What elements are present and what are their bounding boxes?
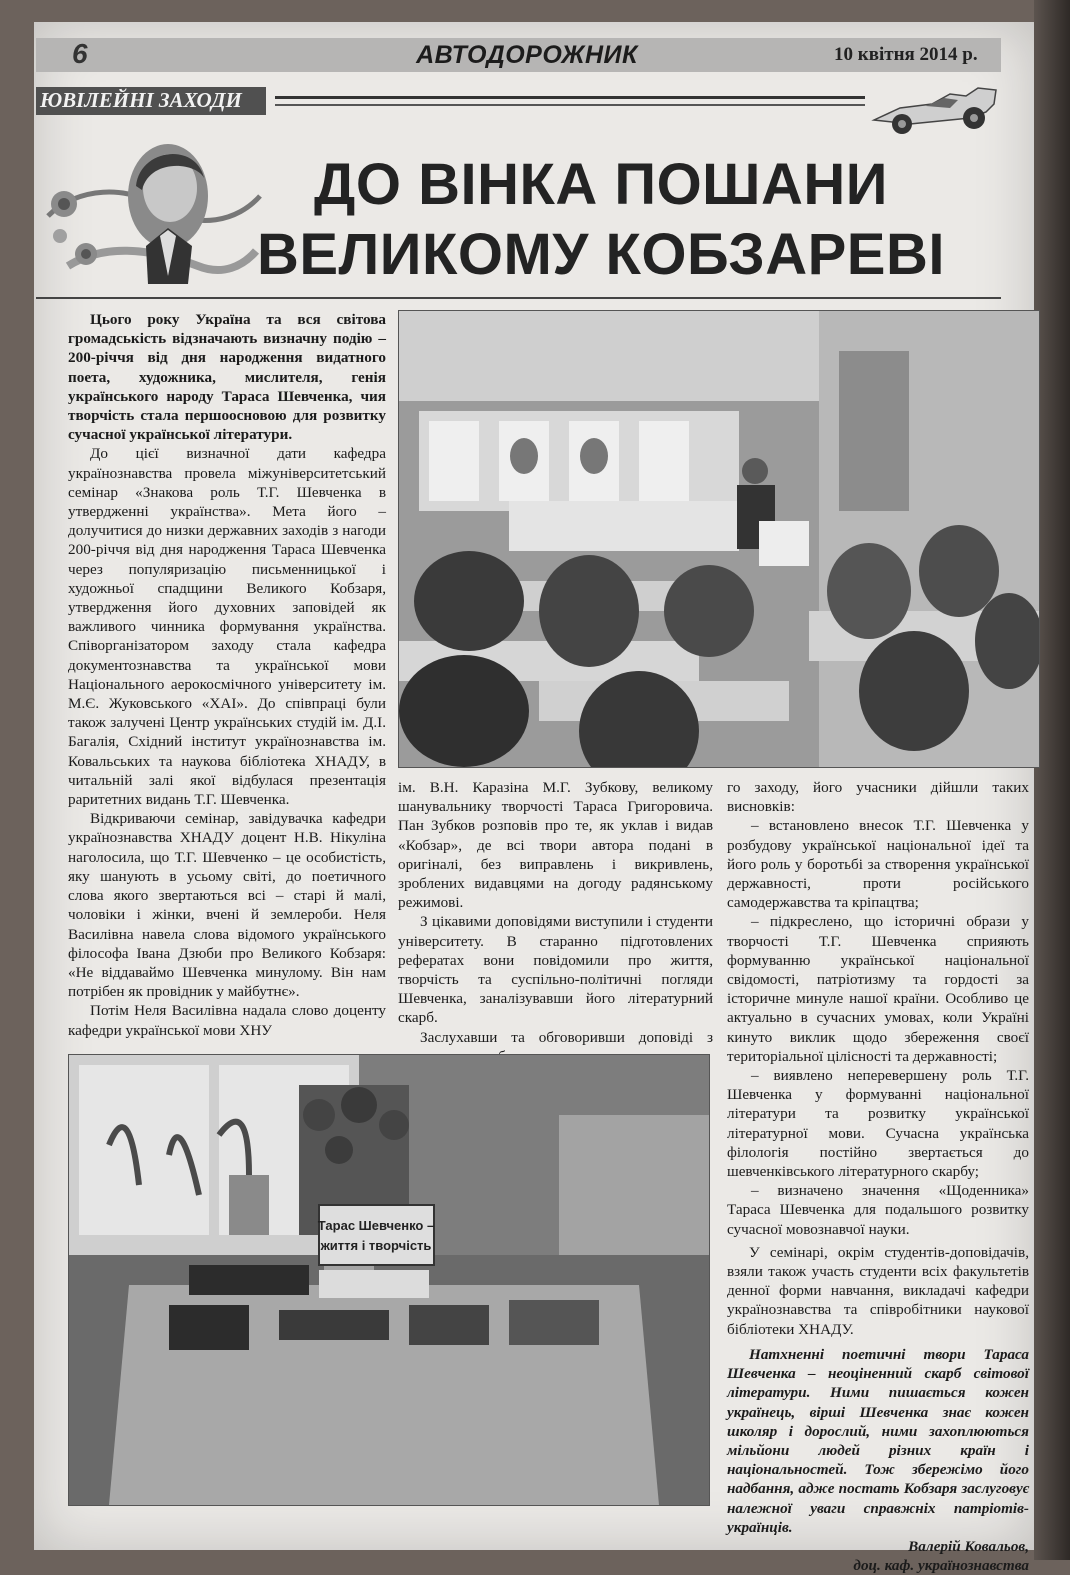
conclusion-item: – встановлено внесок Т.Г. Шевченка у розбудову української національної ідеї та його роль у боротьбі за створення української державності, проти російського самодержавства та кріпацтва;: [727, 817, 1029, 912]
paragraph: ім. В.Н. Каразіна М.Г. Зубкову, великому шанувальнику творчості Тараса Григоровича. Пан Зубков розповів про те, як уклав і видав «Кобзар», де всі твори автора подані в оригіналі, без виправлень і викривлень, зроблених видавцями на догоду радянському режимові.: [398, 779, 713, 912]
paragraph: У семінарі, окрім студентів-доповідачів, взяли також участь студенти всіх факультетів денної форми навчання, викладачі кафедри українознавства та співробітники наукової бібліотеки ХНАДУ.: [727, 1243, 1029, 1338]
author-name: Валерій Ковальов,: [908, 1537, 1029, 1555]
masthead: АВТОДОРОЖНИК: [416, 40, 638, 69]
paragraph: З цікавими доповідями виступили і студенти університету. В старанно підготовлених рефератах вони повідомили про життя, творчість та суспільно-політичні погляди Шевченка, заналізувавши його літературний скарб.: [398, 913, 713, 1027]
exhibition-photo: [68, 1054, 710, 1506]
article-title-line: ВЕЛИКОМУ КОБЗАРЕВІ: [256, 222, 945, 287]
section-rule: [275, 104, 865, 106]
title-rule: [36, 297, 1001, 299]
article-column: [727, 778, 1029, 1575]
section-title: ЮВІЛЕЙНІ ЗАХОДИ: [40, 88, 242, 112]
lead-paragraph: Цього року Україна та вся світова громадськість відзначають визначну подію – 200-річчя від дня народження видатного поета, художника, мислителя, генія українського народу Тараса Шевченка, чия творчість стала першоосновою для розвитку сучасної української літератури.: [68, 311, 386, 444]
exhibition-photo-image: [69, 1055, 709, 1505]
closing-paragraph: Натхненні поетичні твори Тараса Шевченка – неоціненний скарб світової літератури. Ними пишається кожен українець, вірші Шевченка знає кожен школяр і дорослий, ними захоплюються мільйони людей різних країн і національностей. Тож збережімо його надбання, адже постать Кобзаря заслуговує належної уваги справжніх патріотів-українців.: [727, 1345, 1029, 1536]
conclusion-item: – виявлено неперевершену роль Т.Г. Шевченка у формуванні національної літератури та розвитку української літературної мови. Сучасна українська філологія постійно звертається до шевченківського літературного скарбу;: [727, 1067, 1029, 1181]
conclusion-item: – підкреслено, що історичні образи у творчості Т.Г. Шевченка сприяють формуванню української національної свідомості, патріотизму та гордості за історичне минуле нашої країни. Особливо це актуально в сучасних умовах, коли Україні кинуто виклик щодо збереження своєї територіальної цілісності та державності;: [727, 913, 1029, 1065]
article-column: [398, 778, 713, 1066]
section-rule: [275, 96, 865, 99]
issue-date: 10 квітня 2014 р.: [834, 44, 978, 65]
author-position: доц. каф. українознавства: [853, 1557, 1029, 1575]
article-title: [206, 150, 996, 290]
race-car-icon: [870, 74, 1000, 144]
book-spine: [1034, 0, 1070, 1560]
paragraph: го заходу, його учасники дійшли таких висновків:: [727, 779, 1029, 816]
article-column: [68, 310, 386, 1040]
paragraph: До цієї визначної дати кафедра українознавства провела міжуніверситетський семінар «Знакова роль Т.Г. Шевченка в утвердженні українства». Мета його – долучитися до низки державних заходів з нагоди 200-річчя від дня народження Тараса Шевченка через популяризацію письменницької і художньої спадщини Великого Кобзаря, утвердження його духовних заповідей як важливого чинника формування українства. Співорганізатором заходу стала кафедра документознавства та української мови Національного аерокосмічного університету ім. М.Є. Жуковського «ХАІ». До співпраці були також залучені Центр українських студій ім. Д.І. Багалія, Східний інститут українознавства ім. Ковальських та наукова бібліотека ХНАДУ, в читальній залі якої відбулася презентація раритетних видань Т.Г. Шевченка.: [68, 445, 386, 809]
paragraph: Потім Неля Василівна надала слово доценту кафедри української мови ХНУ: [68, 1002, 386, 1039]
paragraph: Заслухавши та обговоривши доповіді з: [420, 1028, 713, 1046]
paragraph: Відкриваючи семінар, завідувачка кафедри українознавства ХНАДУ доцент Н.В. Нікуліна наголосила, що Т.Г. Шевченко – це особистість, яку шанують в усьому світі, до поетичного слова якого звертаються всі – старі й малі, чоловіки і жінки, вчені й землероби. Неля Василівна навела слова відомого українського філософа Івана Дзюби про Великого Кобзаря: «Не віддаваймо Шевченка минулому. Він нам потрібен як провідник у майбутнє».: [68, 810, 386, 1001]
seminar-photo-image: [399, 311, 1039, 767]
article-title-line: ДО ВІНКА ПОШАНИ: [314, 152, 888, 217]
conclusion-item: – визначено значення «Щоденника» Тараса Шевченка для подальшого розвитку сучасної мовознавчої науки.: [727, 1182, 1029, 1238]
seminar-photo: [398, 310, 1040, 768]
page-number: 6: [72, 38, 88, 69]
exhibition-sign-line: Тарас Шевченко –: [317, 1218, 435, 1233]
exhibition-sign-line: життя і творчість: [320, 1238, 432, 1253]
